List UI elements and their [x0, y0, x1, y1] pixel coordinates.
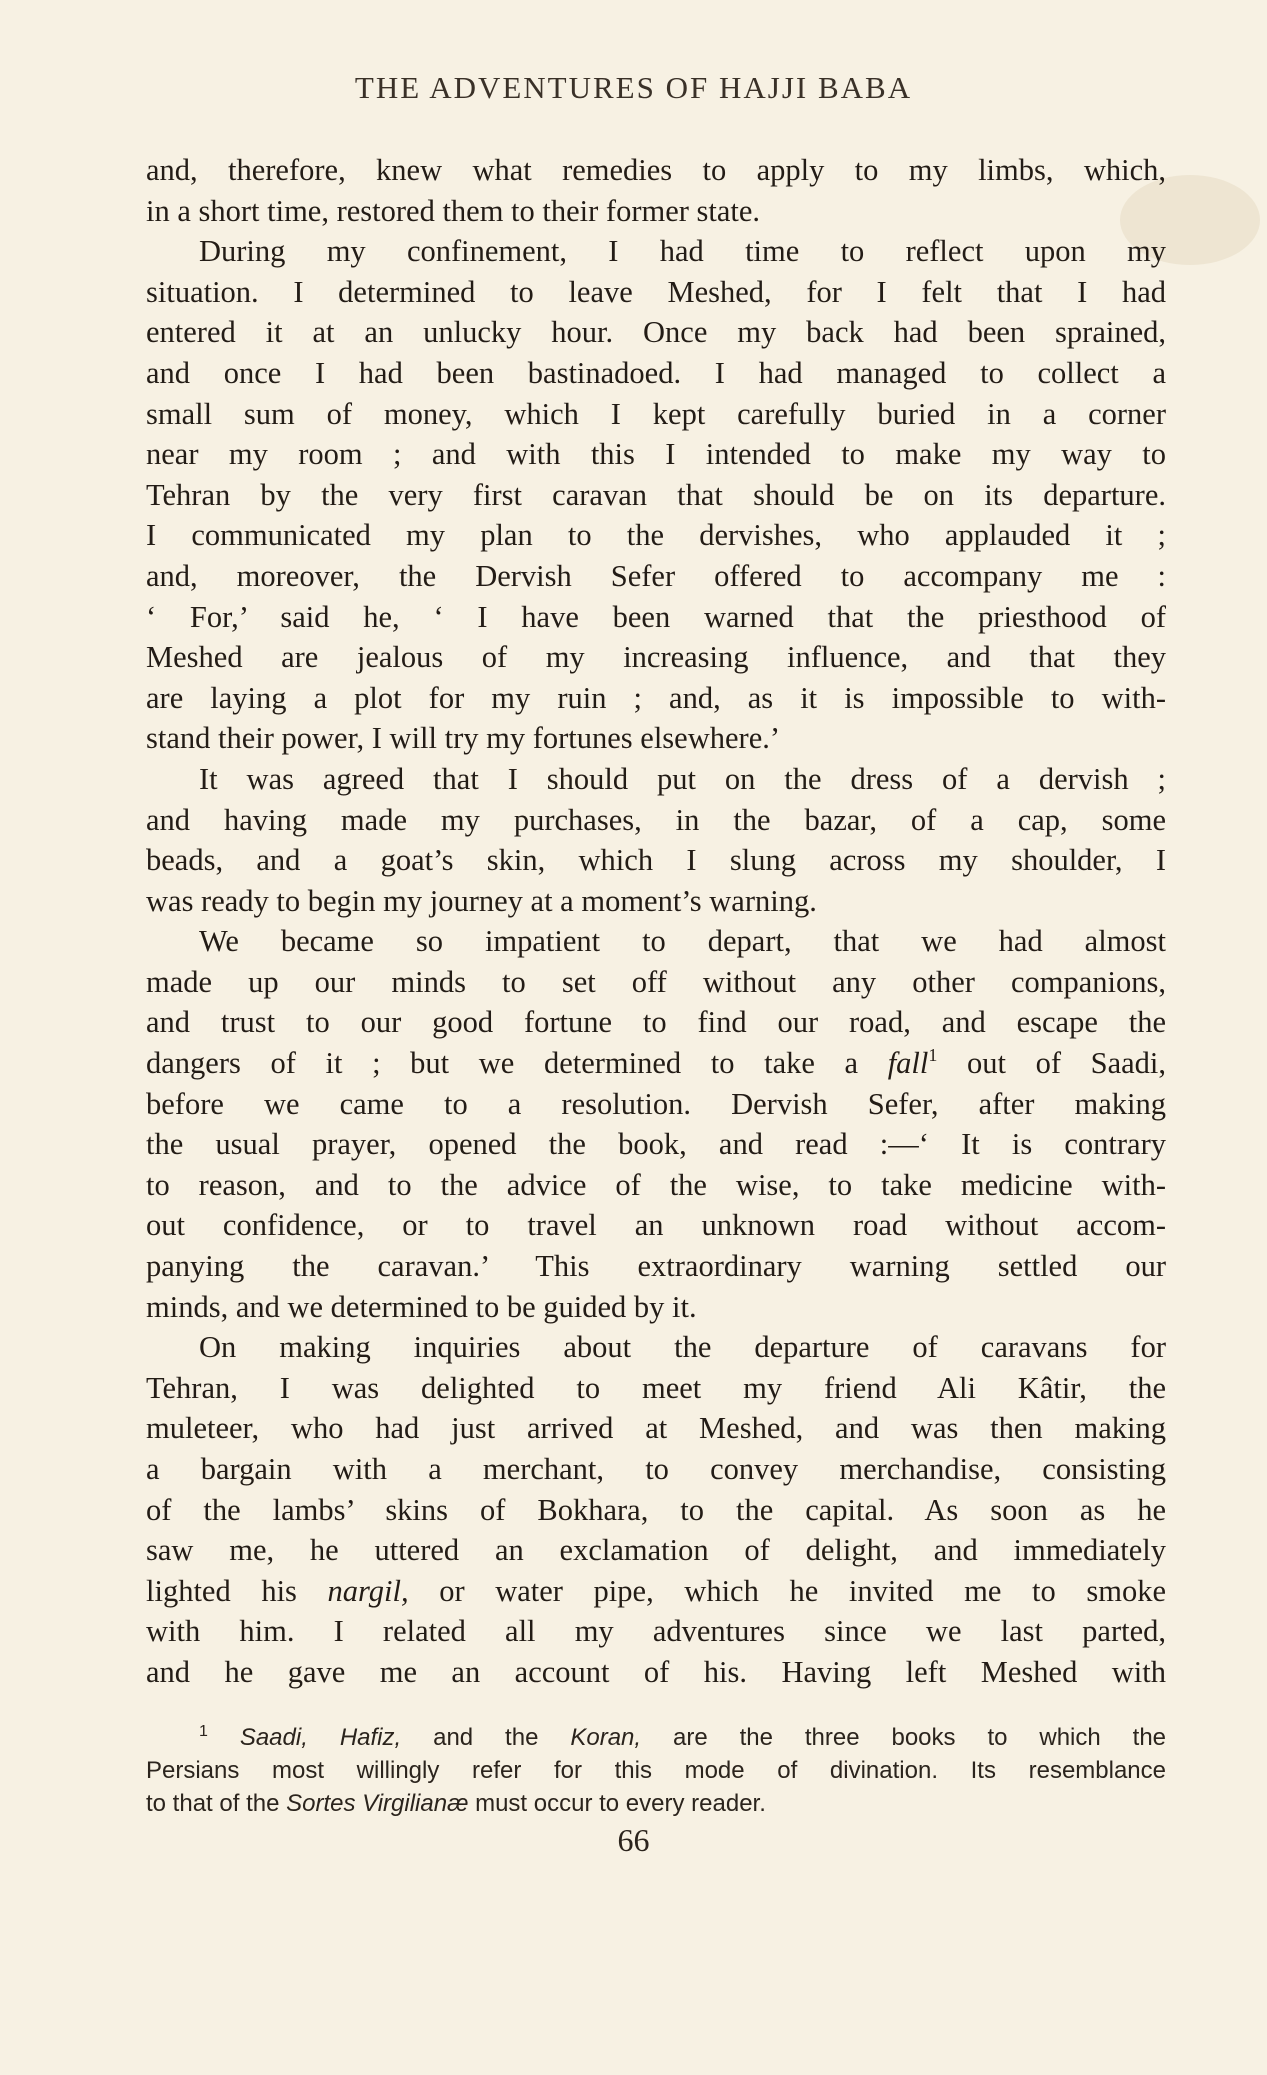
text-line: During my confinement, I had time to reflect upon my: [199, 234, 1166, 269]
text-line: and having made my purchases, in the bazar, of a cap, some: [146, 802, 1166, 837]
text-line: with him. I related all my adventures since we last parted,: [146, 1614, 1166, 1649]
text-run: must occur to every reader.: [475, 1790, 766, 1817]
text-run: to that of the: [146, 1790, 280, 1817]
footnote: [146, 1721, 1166, 1820]
text-run: are the three books to which the: [672, 1724, 1166, 1751]
text-line: Tehran, I was delighted to meet my friend Ali Kâtir, the: [146, 1370, 1166, 1405]
text-line: and he gave me an account of his. Having left Meshed with: [146, 1654, 1166, 1689]
italic-term-fall: fall: [887, 1046, 929, 1081]
text-run: lighted his: [146, 1573, 297, 1608]
text-line: in a short time, restored them to their former state.: [146, 193, 761, 228]
text-line: saw me, he uttered an exclamation of delight, and immediately: [146, 1533, 1166, 1568]
text-line: It was agreed that I should put on the dress of a dervish ;: [199, 761, 1166, 796]
page-number: 66: [617, 1822, 650, 1858]
text-run: or water pipe, which he invited me to smoke: [439, 1573, 1166, 1608]
text-line: [146, 1043, 1166, 1084]
body-text: [146, 150, 1166, 1693]
footnote-ref: 1: [928, 1045, 938, 1066]
text-line: beads, and a goat’s skin, which I slung across my shoulder, I: [146, 843, 1166, 878]
text-line: and trust to our good fortune to find our road, and escape the: [146, 1005, 1166, 1040]
text-line: before we came to a resolution. Dervish Sefer, after making: [146, 1086, 1166, 1121]
text-line: are laying a plot for my ruin ; and, as it is impossible to with-: [146, 680, 1166, 715]
text-run: and the: [433, 1724, 539, 1751]
text-line: was ready to begin my journey at a moment’s warning.: [146, 883, 817, 918]
text-line: and once I had been bastinadoed. I had managed to collect a: [146, 355, 1166, 390]
footnote-line: [146, 1721, 1166, 1754]
text-line: [146, 1571, 1166, 1612]
italic-title: Hafiz,: [339, 1724, 402, 1751]
footnote-marker: 1: [199, 1723, 208, 1740]
text-line: I communicated my plan to the dervishes, who applauded it ;: [146, 518, 1166, 553]
text-line: made up our minds to set off without any other companions,: [146, 964, 1166, 999]
text-line: the usual prayer, opened the book, and read :—‘ It is contrary: [146, 1127, 1166, 1162]
text-line: stand their power, I will try my fortunes elsewhere.’: [146, 721, 781, 756]
text-line: near my room ; and with this I intended to make my way to: [146, 437, 1166, 472]
text-line: panying the caravan.’ This extraordinary warning settled our: [146, 1249, 1166, 1284]
text-line: situation. I determined to leave Meshed, for I felt that I had: [146, 274, 1166, 309]
text-line: and, moreover, the Dervish Sefer offered to accompany me :: [146, 558, 1166, 593]
text-line: small sum of money, which I kept carefully buried in a corner: [146, 396, 1166, 431]
text-line: Meshed are jealous of my increasing influence, and that they: [146, 640, 1166, 675]
italic-term-nargil: nargil,: [327, 1573, 409, 1608]
text-line: ‘ For,’ said he, ‘ I have been warned that the priesthood of: [146, 599, 1166, 634]
text-line: We became so impatient to depart, that we had almost: [199, 924, 1166, 959]
text-line: muleteer, who had just arrived at Meshed, and was then making: [146, 1411, 1166, 1446]
text-line: entered it at an unlucky hour. Once my back had been sprained,: [146, 315, 1166, 350]
text-run: dangers of it ; but we determined to take a: [146, 1046, 859, 1081]
text-line: Tehran by the very first caravan that should be on its departure.: [146, 477, 1166, 512]
text-line: and, therefore, knew what remedies to apply to my limbs, which,: [146, 153, 1166, 187]
footnote-line: Persians most willingly refer for this mode of divination. Its resemblance: [146, 1757, 1166, 1784]
text-line: to reason, and to the advice of the wise, to take medicine with-: [146, 1167, 1166, 1202]
running-head: THE ADVENTURES OF HAJJI BABA: [354, 70, 913, 105]
text-line: minds, and we determined to be guided by it.: [146, 1289, 697, 1324]
text-line: of the lambs’ skins of Bokhara, to the capital. As soon as he: [146, 1492, 1166, 1527]
text-line: On making inquiries about the departure of caravans for: [199, 1330, 1166, 1365]
italic-title: Koran,: [570, 1724, 642, 1751]
italic-title: Sortes Virgilianæ: [286, 1790, 469, 1817]
text-run: out of Saadi,: [966, 1046, 1166, 1081]
italic-title: Saadi,: [239, 1724, 308, 1751]
text-line: out confidence, or to travel an unknown road without accom-: [146, 1208, 1166, 1243]
text-line: a bargain with a merchant, to convey merchandise, consisting: [146, 1452, 1166, 1486]
footnote-line: [146, 1787, 1166, 1820]
